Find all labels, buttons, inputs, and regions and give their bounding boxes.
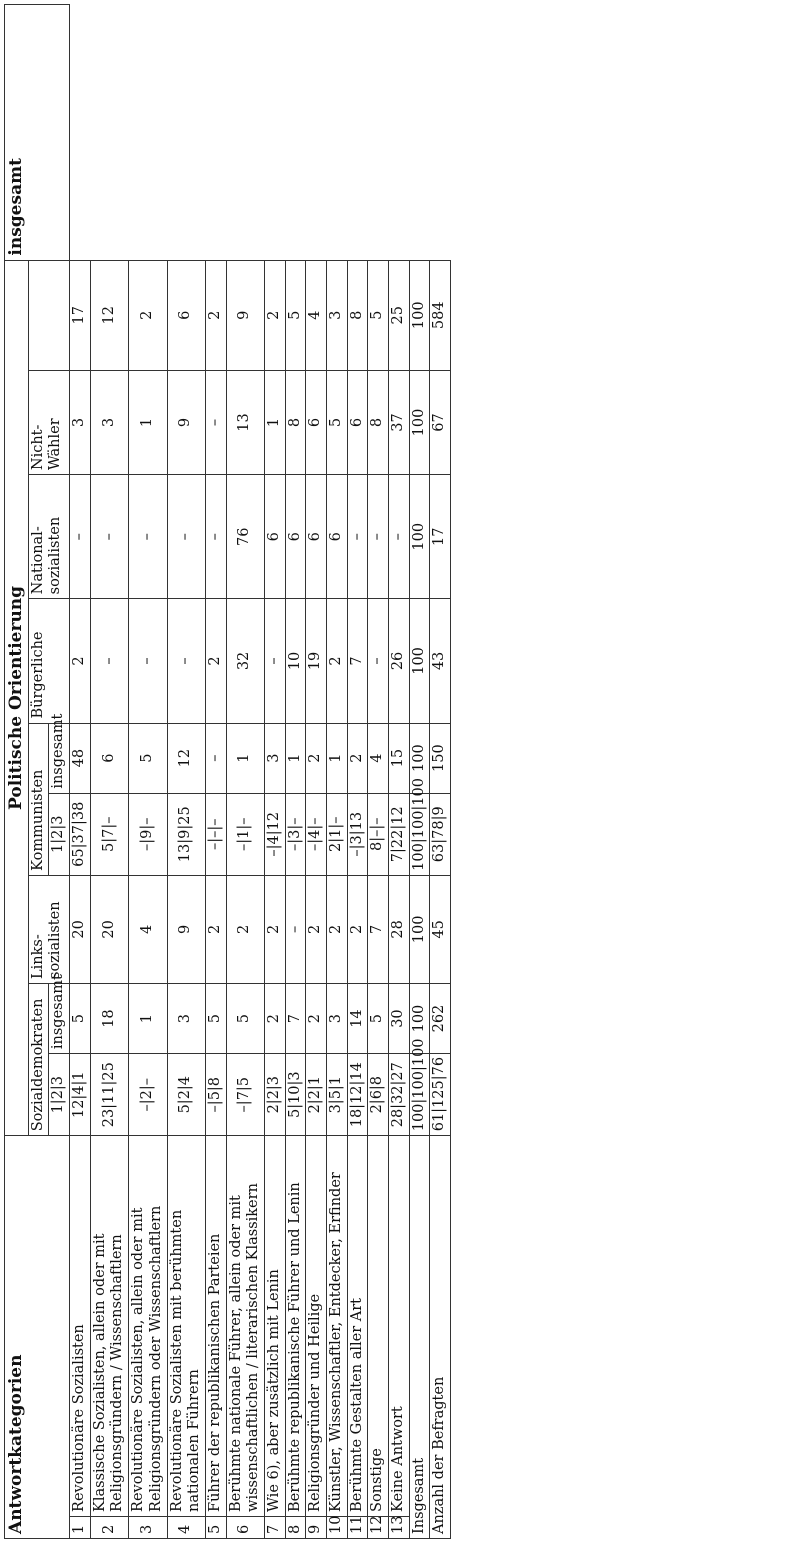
row-nr: 2 bbox=[90, 1516, 128, 1538]
cell-k-123: –|3|– bbox=[285, 793, 306, 875]
cell-k-123: 5|7|– bbox=[90, 793, 128, 875]
row-label: Berühmte Gestalten aller Art bbox=[347, 1136, 368, 1517]
cell-sd: 5 bbox=[205, 984, 226, 1054]
cell-ns: – bbox=[389, 475, 410, 599]
cell-gesamt: 3 bbox=[327, 260, 348, 370]
cell-nw: 3 bbox=[90, 370, 128, 474]
cell-b: 19 bbox=[306, 599, 327, 723]
cell-gesamt: 584 bbox=[430, 260, 451, 370]
cell-sd: 14 bbox=[347, 984, 368, 1054]
header-antwortkategorien: Antwortkategorien bbox=[5, 1136, 70, 1539]
row-label: Religionsgründer und Heilige bbox=[306, 1136, 327, 1517]
header-row-1 bbox=[5, 5, 29, 1539]
row-nr: 7 bbox=[264, 1516, 285, 1538]
cell-k-123: 8|–|– bbox=[368, 793, 389, 875]
table-row bbox=[205, 5, 226, 1539]
cell-b: 2 bbox=[70, 599, 91, 723]
table-row bbox=[306, 5, 327, 1539]
cell-nw: 8 bbox=[285, 370, 306, 474]
cell-gesamt: 6 bbox=[167, 260, 205, 370]
cell-ls: 2 bbox=[327, 875, 348, 983]
cell-b: 2 bbox=[205, 599, 226, 723]
cell-gesamt: 17 bbox=[70, 260, 91, 370]
cell-sd: 5 bbox=[70, 984, 91, 1054]
cell-sd-123: –|5|8 bbox=[205, 1054, 226, 1136]
cell-ns: – bbox=[167, 475, 205, 599]
cell-k: 48 bbox=[70, 723, 91, 793]
cell-sd: 1 bbox=[129, 984, 167, 1054]
cell-k: 12 bbox=[167, 723, 205, 793]
cell-k-123: –|3|13 bbox=[347, 793, 368, 875]
table-body bbox=[70, 5, 451, 1539]
cell-nw: 13 bbox=[226, 370, 264, 474]
cell-k: 15 bbox=[389, 723, 410, 793]
cell-sd: 7 bbox=[285, 984, 306, 1054]
cell-k: – bbox=[205, 723, 226, 793]
cell-k-123: –|4|12 bbox=[264, 793, 285, 875]
cell-sd-123: 2|2|3 bbox=[264, 1054, 285, 1136]
row-nr: 6 bbox=[226, 1516, 264, 1538]
cell-b: – bbox=[90, 599, 128, 723]
cell-nw: 9 bbox=[167, 370, 205, 474]
header-kommunisten: Kommunisten bbox=[28, 723, 49, 875]
table-row bbox=[70, 5, 91, 1539]
cell-ns: 6 bbox=[327, 475, 348, 599]
cell-sd-123: –|7|5 bbox=[226, 1054, 264, 1136]
header-nationalsozialisten: National- sozialisten bbox=[28, 475, 69, 599]
table-row bbox=[129, 5, 167, 1539]
row-nr: 10 bbox=[327, 1516, 348, 1538]
row-nr: 8 bbox=[285, 1516, 306, 1538]
cell-gesamt: 12 bbox=[90, 260, 128, 370]
cell-b: – bbox=[368, 599, 389, 723]
row-nr: 11 bbox=[347, 1516, 368, 1538]
cell-sd: 30 bbox=[389, 984, 410, 1054]
total-label: Anzahl der Befragten bbox=[430, 1136, 451, 1539]
table-row bbox=[264, 5, 285, 1539]
row-label: Berühmte nationale Führer, allein oder mit wissenschaftlichen / literarischen Klassikern bbox=[226, 1136, 264, 1517]
cell-sd: 3 bbox=[327, 984, 348, 1054]
cell-b: 10 bbox=[285, 599, 306, 723]
cell-k-123: 2|1|– bbox=[327, 793, 348, 875]
cell-k: 100 bbox=[409, 723, 430, 793]
row-label: Keine Antwort bbox=[389, 1136, 410, 1517]
row-label: Revolutionäre Sozialisten mit berühmten nationalen Führern bbox=[167, 1136, 205, 1517]
cell-sd-123: 2|2|1 bbox=[306, 1054, 327, 1136]
row-label: Revolutionäre Sozialisten, allein oder mit Religionsgründern oder Wissenschaftlern bbox=[129, 1136, 167, 1517]
table-row bbox=[226, 5, 264, 1539]
cell-ls: – bbox=[285, 875, 306, 983]
row-label: Führer der republikanischen Parteien bbox=[205, 1136, 226, 1517]
cell-k: 6 bbox=[90, 723, 128, 793]
cell-sd: 5 bbox=[368, 984, 389, 1054]
cell-sd: 2 bbox=[264, 984, 285, 1054]
cell-gesamt: 9 bbox=[226, 260, 264, 370]
cell-ls: 2 bbox=[347, 875, 368, 983]
cell-ns: 6 bbox=[306, 475, 327, 599]
cell-ls: 7 bbox=[368, 875, 389, 983]
cell-sd: 5 bbox=[226, 984, 264, 1054]
cell-ns: – bbox=[70, 475, 91, 599]
row-label: Revolutionäre Sozialisten bbox=[70, 1136, 91, 1517]
cell-k: 1 bbox=[285, 723, 306, 793]
cell-nw: 3 bbox=[70, 370, 91, 474]
cell-k-123: 13|9|25 bbox=[167, 793, 205, 875]
cell-sd-123: 5|10|3 bbox=[285, 1054, 306, 1136]
row-nr: 4 bbox=[167, 1516, 205, 1538]
header-sozialdemokraten: Sozialdemokraten bbox=[28, 984, 49, 1136]
cell-k: 3 bbox=[264, 723, 285, 793]
cell-ls: 2 bbox=[226, 875, 264, 983]
cell-k-123: –|–|– bbox=[205, 793, 226, 875]
table-header bbox=[5, 5, 70, 1539]
cell-k-123: 65|37|38 bbox=[70, 793, 91, 875]
cell-sd: 100 bbox=[409, 984, 430, 1054]
row-label: Klassische Sozialisten, allein oder mit Religionsgründern / Wissenschaftlern bbox=[90, 1136, 128, 1517]
cell-k: 150 bbox=[430, 723, 451, 793]
cell-sd-123: 23|11|25 bbox=[90, 1054, 128, 1136]
header-insgesamt: insgesamt bbox=[5, 5, 70, 261]
cell-k-123: –|1|– bbox=[226, 793, 264, 875]
cell-sd: 2 bbox=[306, 984, 327, 1054]
cell-ns: – bbox=[368, 475, 389, 599]
table-row bbox=[327, 5, 348, 1539]
cell-k-123: –|9|– bbox=[129, 793, 167, 875]
cell-nw: 5 bbox=[327, 370, 348, 474]
cell-ns: 6 bbox=[264, 475, 285, 599]
table-row bbox=[389, 5, 410, 1539]
cell-gesamt: 5 bbox=[285, 260, 306, 370]
cell-nw: 1 bbox=[129, 370, 167, 474]
cell-ls: 45 bbox=[430, 875, 451, 983]
cell-ls: 28 bbox=[389, 875, 410, 983]
cell-ns: 17 bbox=[430, 475, 451, 599]
cell-gesamt: 2 bbox=[264, 260, 285, 370]
cell-ns: – bbox=[205, 475, 226, 599]
table-row bbox=[368, 5, 389, 1539]
header-sd-insgesamt: insgesamt bbox=[49, 984, 70, 1054]
cell-sd: 262 bbox=[430, 984, 451, 1054]
cell-ls: 20 bbox=[70, 875, 91, 983]
cell-b: – bbox=[129, 599, 167, 723]
table-row bbox=[347, 5, 368, 1539]
cell-b: 7 bbox=[347, 599, 368, 723]
cell-nw: 6 bbox=[347, 370, 368, 474]
cell-sd: 3 bbox=[167, 984, 205, 1054]
cell-ls: 9 bbox=[167, 875, 205, 983]
cell-b: 32 bbox=[226, 599, 264, 723]
cell-nw: 67 bbox=[430, 370, 451, 474]
cell-ls: 20 bbox=[90, 875, 128, 983]
cell-gesamt: 25 bbox=[389, 260, 410, 370]
total-label: Insgesamt bbox=[409, 1136, 430, 1539]
cell-k: 4 bbox=[368, 723, 389, 793]
cell-sd-123: 28|32|27 bbox=[389, 1054, 410, 1136]
header-buergerliche: Bürgerliche bbox=[28, 599, 69, 723]
cell-b: 100 bbox=[409, 599, 430, 723]
table-row bbox=[90, 5, 128, 1539]
row-nr: 3 bbox=[129, 1516, 167, 1538]
table-row bbox=[167, 5, 205, 1539]
cell-sd-123: 61|125|76 bbox=[430, 1054, 451, 1136]
cell-ls: 2 bbox=[306, 875, 327, 983]
cell-k-123: 100|100|100 bbox=[409, 793, 430, 875]
cell-gesamt: 5 bbox=[368, 260, 389, 370]
cell-k: 1 bbox=[226, 723, 264, 793]
header-linkssozialisten: Links- sozialisten bbox=[28, 875, 69, 983]
row-label: Künstler, Wissenschaftler, Entdecker, Erfinder bbox=[327, 1136, 348, 1517]
row-label: Sonstige bbox=[368, 1136, 389, 1517]
cell-sd: 18 bbox=[90, 984, 128, 1054]
header-k-insgesamt: insgesamt bbox=[49, 723, 70, 793]
cell-k: 1 bbox=[327, 723, 348, 793]
row-nr: 5 bbox=[205, 1516, 226, 1538]
cell-gesamt: 2 bbox=[129, 260, 167, 370]
cell-sd-123: 12|4|1 bbox=[70, 1054, 91, 1136]
cell-ns: 6 bbox=[285, 475, 306, 599]
cell-ns: – bbox=[347, 475, 368, 599]
cell-gesamt: 4 bbox=[306, 260, 327, 370]
cell-ns: 76 bbox=[226, 475, 264, 599]
table-row bbox=[285, 5, 306, 1539]
cell-sd-123: –|2|– bbox=[129, 1054, 167, 1136]
row-label: Wie 6), aber zusätzlich mit Lenin bbox=[264, 1136, 285, 1517]
row-nr: 13 bbox=[389, 1516, 410, 1538]
row-nr: 1 bbox=[70, 1516, 91, 1538]
cell-nw: – bbox=[205, 370, 226, 474]
cell-ls: 2 bbox=[264, 875, 285, 983]
header-politische-orientierung: Politische Orientierung bbox=[5, 260, 29, 1136]
cell-ns: – bbox=[129, 475, 167, 599]
cell-sd-123: 2|6|8 bbox=[368, 1054, 389, 1136]
cell-k-123: –|4|– bbox=[306, 793, 327, 875]
cell-gesamt: 2 bbox=[205, 260, 226, 370]
cell-k: 5 bbox=[129, 723, 167, 793]
total-row-anzahl bbox=[430, 5, 451, 1539]
row-nr: 12 bbox=[368, 1516, 389, 1538]
cell-nw: 6 bbox=[306, 370, 327, 474]
cell-nw: 100 bbox=[409, 370, 430, 474]
cell-gesamt: 100 bbox=[409, 260, 430, 370]
cell-nw: 8 bbox=[368, 370, 389, 474]
row-nr: 9 bbox=[306, 1516, 327, 1538]
cell-b: – bbox=[167, 599, 205, 723]
cell-k: 2 bbox=[347, 723, 368, 793]
cell-sd-123: 18|12|14 bbox=[347, 1054, 368, 1136]
cell-b: 43 bbox=[430, 599, 451, 723]
cell-b: – bbox=[264, 599, 285, 723]
header-sd-123: 1|2|3 bbox=[49, 1054, 70, 1136]
cell-sd-123: 3|5|1 bbox=[327, 1054, 348, 1136]
cell-ls: 100 bbox=[409, 875, 430, 983]
cell-ns: 100 bbox=[409, 475, 430, 599]
cell-gesamt: 8 bbox=[347, 260, 368, 370]
cell-k-123: 7|22|12 bbox=[389, 793, 410, 875]
header-nichtwaehler: Nicht- Wähler bbox=[28, 370, 69, 474]
cell-nw: 1 bbox=[264, 370, 285, 474]
cell-k: 2 bbox=[306, 723, 327, 793]
cell-k-123: 63|78|9 bbox=[430, 793, 451, 875]
header-k-123: 1|2|3 bbox=[49, 793, 70, 875]
cell-ls: 2 bbox=[205, 875, 226, 983]
total-row-insgesamt bbox=[409, 5, 430, 1539]
cell-ns: – bbox=[90, 475, 128, 599]
cell-sd-123: 5|2|4 bbox=[167, 1054, 205, 1136]
data-table bbox=[4, 4, 451, 1539]
cell-b: 26 bbox=[389, 599, 410, 723]
cell-b: 2 bbox=[327, 599, 348, 723]
row-label: Berühmte republikanische Führer und Lenin bbox=[285, 1136, 306, 1517]
cell-ls: 4 bbox=[129, 875, 167, 983]
cell-nw: 37 bbox=[389, 370, 410, 474]
cell-sd-123: 100|100|100 bbox=[409, 1054, 430, 1136]
